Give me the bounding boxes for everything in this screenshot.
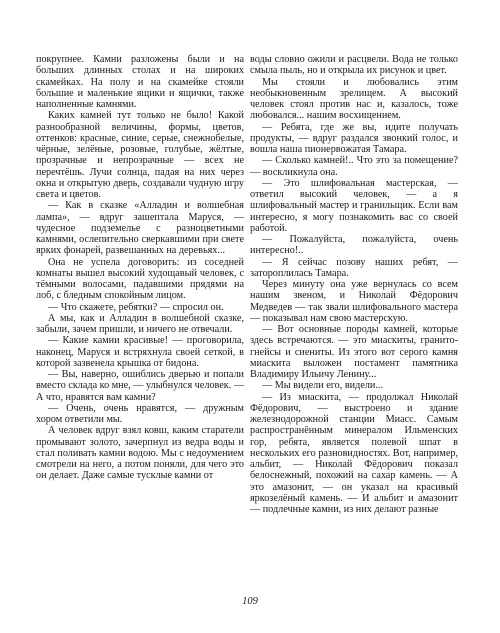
paragraph: Мы стояли и любовались этим необыкновенным зрелищем. А высокий человек стоял против нас и, казалось, тоже любовался... нашим восхищением. <box>250 76 458 122</box>
paragraph: — Вы, наверно, ошиблись дверью и попали вместо склада ко мне, — улыбнулся человек. — А что, нравятся вам камни? <box>36 369 245 403</box>
paragraph: Через минуту она уже вернулась со всем нашим звеном, и Николай Фёдорович Медведев — так звали шлифовального мастера — показывал нам свою мастерскую. <box>250 279 458 324</box>
paragraph: — Сколько камней!.. Что это за помещение? — воскликнула она. <box>250 155 458 178</box>
paragraph: Она не успела договорить: из соседней комнаты вышел высокий худощавый человек, с тёмными волосами, падавшими прядями на лоб, с бледным спокойным лицом. <box>36 256 244 302</box>
paragraph: А мы, как и Алладин в волшебной сказке, забыли, зачем пришли, и ничего не отвечали. <box>36 312 244 335</box>
paragraph: Каких камней тут только не было! Какой разнообразной величины, формы, цветов, оттенков: красные, синие, серые, снежнобелые, чёрные, зелёные, розовые, голубые, жёлтые, прозрачные и непрозрачные — всех не перечтёшь. Лучи солнца, падая на них через окна и открытую дверь, создавали чудную игру света и цветов. <box>36 110 244 200</box>
paragraph: — Что скажете, ребятки? — спросил он. <box>48 301 224 313</box>
paragraph: покрупнее. Камни разложены были и на больших длинных столах и на широких скамейках. На полу и на скамейке стояли большие и маленькие ящики и ящички, также наполненные камнями. <box>36 54 244 110</box>
paragraph: — Ребята, где же вы, идите получать продукты, — вдруг раздался звонкий голос, и вошла наша пионервожатая Тамара. <box>250 121 458 155</box>
paragraph: — Вот основные породы камней, которые здесь встречаются. — это миаскиты, гранито-гнейсы и сиениты. Из этого вот серого камня миаскита выложен постамент памятника Владимиру Ильичу Ленину... <box>250 324 458 380</box>
paragraph: — Мы видели его, видели... <box>262 380 384 392</box>
right-column <box>250 54 458 515</box>
left-column <box>36 54 244 482</box>
paragraph: — Какие камни красивые! — проговорила, наконец, Маруся и встряхнула своей сеткой, в которой зазвенела крышка от бидона. <box>36 335 244 369</box>
paragraph: — Очень, очень нравятся, — дружным хором ответили мы. <box>36 402 244 425</box>
paragraph: А человек вдруг взял ковш, каким старатели промывают золото, зачерпнул из ведра воды и стал поливать камни водою. Мы с недоумением смотрели на него, а потом поняли, для чего это он делает. Даже самые тусклые камни от <box>36 425 244 482</box>
paragraph: — Это шлифовальная мастерская, — ответил высокий человек, — а я шлифовальный мастер и гранильщик. Если вам интересно, я могу познакомить вас со своей работой. <box>250 177 458 234</box>
paragraph: — Как в сказке «Алладин и волшебная лампа», — вдруг зашептала Маруся, — чудесное подземелье с разноцветными камнями, ослепительно сверкавшими при свете ярких фонарей, развешанных на деревьях... <box>36 200 244 257</box>
paragraph: — Пожалуйста, пожалуйста, очень интересно!.. <box>250 234 458 257</box>
page-number: 109 <box>242 596 258 607</box>
paragraph: — Из миаскита, — продолжал Николай Фёдорович, — выстроено и здание железнодорожной станции Миасс. Самым распространённым минералом Ильменских гор, ребята, является полевой шпат в нескольких его разновидностях. Вот, например, альбит, — Николай Фёдорович показал белоснежный, похожий на сахар камень. — А это амазонит, — он указал на красивый яркозелёный камень. — И альбит и амазонит — подлечные камни, из них делают разные <box>250 391 458 515</box>
paragraph: — Я сейчас позову наших ребят, — затороплилась Тамара. <box>250 256 458 279</box>
paragraph: воды словно ожили и расцвели. Вода не только смыла пыль, но и открыла их рисунок и цвет. <box>250 54 458 77</box>
